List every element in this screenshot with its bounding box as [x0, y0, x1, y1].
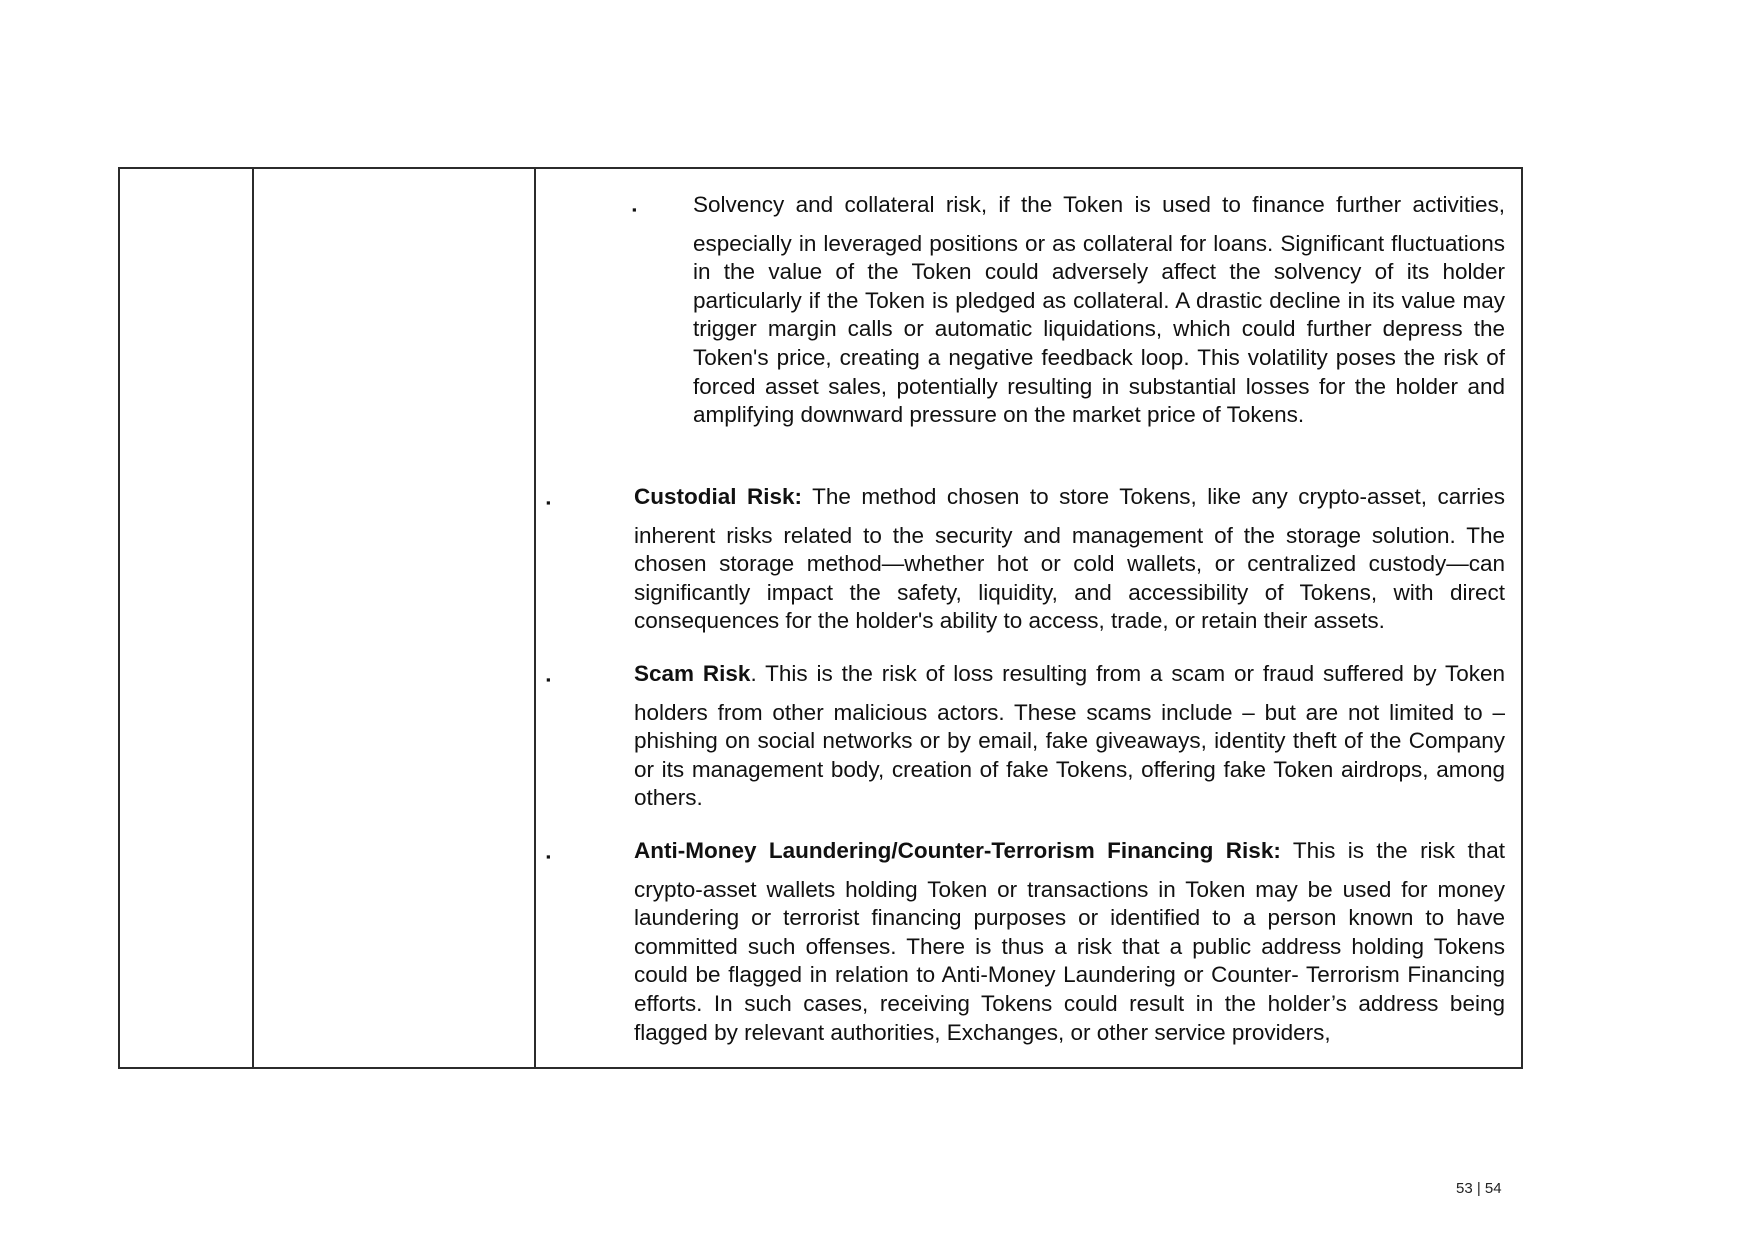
bullet-marker: ▪ — [632, 202, 637, 217]
risk-item-first-line — [634, 660, 1505, 689]
risk-item-first-line — [634, 483, 1505, 512]
risk-item-lead: . This is the risk of loss resulting from a scam or fraud suffered by Token — [750, 661, 1505, 686]
risk-item-first-line — [634, 837, 1505, 866]
risk-table — [118, 167, 1523, 1069]
risk-item-body: inherent risks related to the security and management of the storage solution. The chosen storage method—whether hot or cold wallets, or centralized custody—can significantly impact the safety, liquidity, and accessibility of Tokens, with direct consequences for the holder's ability to access, trade, or retain their assets. — [634, 522, 1505, 634]
page-number: 53 | 54 — [1456, 1180, 1502, 1197]
risk-item-title: Custodial Risk: — [634, 484, 802, 509]
risk-item-title: Scam Risk — [634, 661, 751, 686]
risk-item-scam — [634, 660, 1505, 813]
risk-item-body: crypto-asset wallets holding Token or transactions in Token may be used for money laundering or terrorist financing purposes or identified to a person known to have committed such offenses. There is thus a risk that a public address holding Tokens could be flagged in relation to Anti-Money Laundering or Counter- Terrorism Financing efforts. In such cases, receiving Tokens could result in the holder’s address being flagged by relevant authorities, Exchanges, or other service providers, — [634, 876, 1505, 1045]
risk-item-title: Anti-Money Laundering/Counter-Terrorism Financing Risk: — [634, 838, 1281, 863]
bullet-marker: ▪ — [546, 849, 551, 864]
risk-item-lead: The method chosen to store Tokens, like any crypto-asset, carries — [802, 484, 1505, 509]
risk-item-solvency — [693, 191, 1505, 430]
risk-item-first-line: Solvency and collateral risk, if the Token is used to finance further activities, — [693, 192, 1505, 217]
risk-list — [536, 169, 1521, 1067]
risk-item-aml-ctf — [634, 837, 1505, 1047]
risk-item-custodial — [634, 483, 1505, 636]
bullet-marker: ▪ — [546, 495, 551, 510]
risk-item-lead: This is the risk that — [1280, 838, 1505, 863]
risk-item-body: holders from other malicious actors. These scams include – but are not limited to – phishing on social networks or by email, fake giveaways, identity theft of the Company or its management body, creation of fake Tokens, offering fake Token airdrops, among others. — [634, 699, 1505, 811]
risk-item-body: especially in leveraged positions or as collateral for loans. Significant fluctuations in the value of the Token could adversely affect the solvency of its holder particularly if the Token is pledged as collateral. A drastic decline in its value may trigger margin calls or automatic liquidations, which could further depress the Token's price, creating a negative feedback loop. This volatility poses the risk of forced asset sales, potentially resulting in substantial losses for the holder and amplifying downward pressure on the market price of Tokens. — [693, 230, 1505, 428]
bullet-marker: ▪ — [546, 672, 551, 687]
column-divider — [252, 169, 254, 1067]
